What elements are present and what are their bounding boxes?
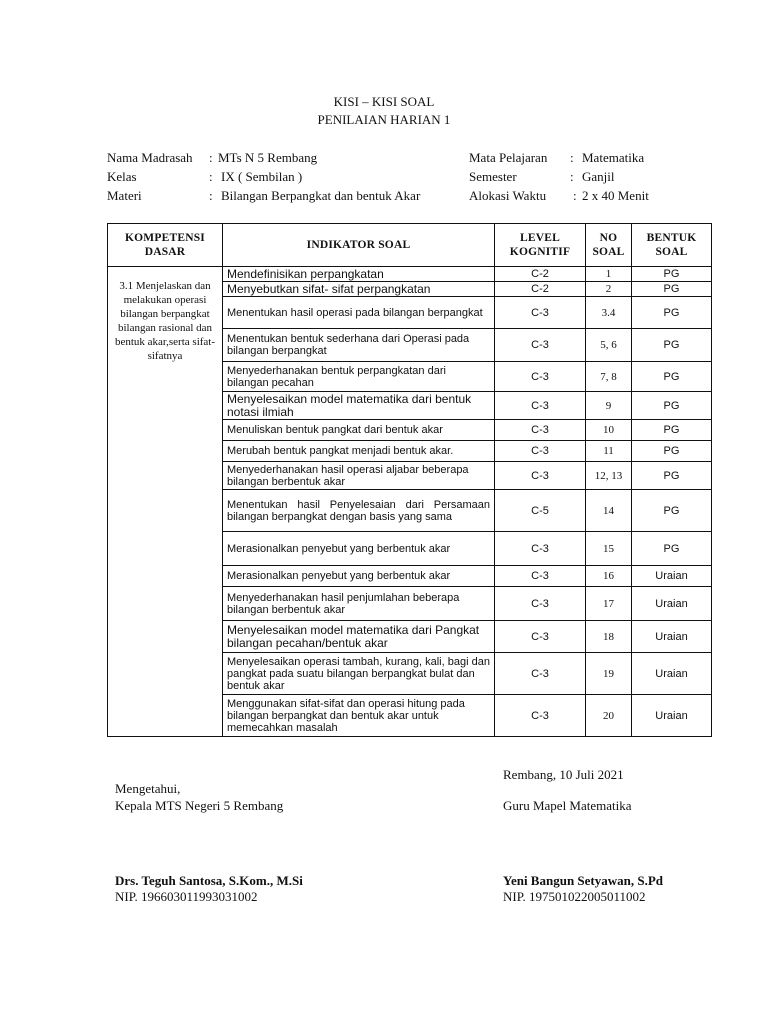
indikator-cell: Menyelesaikan operasi tambah, kurang, kali, bagi dan pangkat pada suatu bilangan berpangkat bulat dan bentuk akar: [223, 653, 495, 695]
indikator-cell: Menyebutkan sifat- sifat perpangkatan: [223, 282, 495, 297]
no-soal-cell: 3.4: [586, 297, 632, 329]
indikator-cell: Merasionalkan penyebut yang berbentuk akar: [223, 566, 495, 587]
materi-value: Bilangan Berpangkat dan bentuk Akar: [221, 188, 421, 203]
header-kompetensi-dasar: KOMPETENSI DASAR: [108, 224, 223, 267]
madrasah-label: Nama Madrasah: [107, 150, 193, 165]
indikator-cell: Mendefinisikan perpangkatan: [223, 267, 495, 282]
bentuk-soal-cell: PG: [632, 297, 712, 329]
kepala-name: Drs. Teguh Santosa, S.Kom., M.Si: [115, 873, 303, 888]
indikator-cell: Menyederhanakan bentuk perpangkatan dari bilangan pecahan: [223, 362, 495, 392]
kelas-sep: :: [209, 169, 213, 184]
level-cell: C-3: [495, 420, 586, 441]
madrasah-value: MTs N 5 Rembang: [218, 150, 318, 165]
kompetensi-dasar-cell: 3.1 Menjelaskan dan melakukan operasi bilangan berpangkat bilangan rasional dan bentuk akar,serta sifat-sifatnya: [108, 267, 223, 737]
no-soal-cell: 16: [586, 566, 632, 587]
no-soal-cell: 2: [586, 282, 632, 297]
bentuk-soal-cell: Uraian: [632, 653, 712, 695]
place-date: Rembang, 10 Juli 2021: [503, 767, 624, 782]
bentuk-soal-cell: Uraian: [632, 695, 712, 737]
kelas-value: IX ( Sembilan ): [221, 169, 303, 184]
bentuk-soal-cell: PG: [632, 282, 712, 297]
bentuk-soal-cell: PG: [632, 392, 712, 420]
level-cell: C-5: [495, 490, 586, 532]
indikator-cell: Menyelesaikan model matematika dari Pangkat bilangan pecahan/bentuk akar: [223, 621, 495, 653]
document-subtitle: PENILAIAN HARIAN 1: [317, 112, 451, 127]
level-cell: C-3: [495, 587, 586, 621]
indikator-cell: Merasionalkan penyebut yang berbentuk akar: [223, 532, 495, 566]
madrasah-sep: :: [209, 150, 213, 165]
header-no-soal: NO SOAL: [586, 224, 632, 267]
level-cell: C-3: [495, 329, 586, 362]
level-cell: C-3: [495, 297, 586, 329]
bentuk-soal-cell: PG: [632, 532, 712, 566]
indikator-cell: Menyederhanakan hasil penjumlahan beberapa bilangan berbentuk akar: [223, 587, 495, 621]
no-soal-cell: 10: [586, 420, 632, 441]
bentuk-soal-cell: PG: [632, 441, 712, 462]
no-soal-cell: 18: [586, 621, 632, 653]
semester-sep: :: [570, 169, 574, 184]
bentuk-soal-cell: PG: [632, 490, 712, 532]
guru-name: Yeni Bangun Setyawan, S.Pd: [503, 873, 664, 888]
no-soal-cell: 11: [586, 441, 632, 462]
alokasi-label: Alokasi Waktu: [469, 188, 547, 203]
header-level-kognitif: LEVEL KOGNITIF: [495, 224, 586, 267]
indikator-cell: Menuliskan bentuk pangkat dari bentuk akar: [223, 420, 495, 441]
indikator-cell: Menentukan bentuk sederhana dari Operasi pada bilangan berpangkat: [223, 329, 495, 362]
no-soal-cell: 17: [586, 587, 632, 621]
level-cell: C-2: [495, 267, 586, 282]
level-cell: C-3: [495, 695, 586, 737]
level-cell: C-3: [495, 621, 586, 653]
level-cell: C-3: [495, 392, 586, 420]
no-soal-cell: 1: [586, 267, 632, 282]
no-soal-cell: 20: [586, 695, 632, 737]
document-title: KISI – KISI SOAL: [333, 94, 435, 109]
mengetahui-label: Mengetahui,: [115, 781, 181, 796]
bentuk-soal-cell: Uraian: [632, 621, 712, 653]
bentuk-soal-cell: PG: [632, 420, 712, 441]
alokasi-value: 2 x 40 Menit: [582, 188, 649, 203]
guru-title: Guru Mapel Matematika: [503, 798, 632, 813]
table-header-row: [108, 224, 712, 267]
indikator-cell: Menentukan hasil Penyelesaian dari Persamaan bilangan berpangkat dengan basis yang sama: [223, 490, 495, 532]
no-soal-cell: 14: [586, 490, 632, 532]
alokasi-sep: :: [573, 188, 577, 203]
indikator-cell: Merubah bentuk pangkat menjadi bentuk akar.: [223, 441, 495, 462]
semester-value: Ganjil: [582, 169, 615, 184]
kepala-nip: NIP. 196603011993031002: [115, 889, 258, 904]
level-cell: C-3: [495, 441, 586, 462]
guru-nip: NIP. 197501022005011002: [503, 889, 646, 904]
bentuk-soal-cell: Uraian: [632, 587, 712, 621]
table-row: [108, 267, 712, 282]
bentuk-soal-cell: PG: [632, 329, 712, 362]
indikator-cell: Menentukan hasil operasi pada bilangan berpangkat: [223, 297, 495, 329]
level-cell: C-3: [495, 566, 586, 587]
indikator-cell: Menyederhanakan hasil operasi aljabar beberapa bilangan berbentuk akar: [223, 462, 495, 490]
header-bentuk-soal: BENTUK SOAL: [632, 224, 712, 267]
level-cell: C-3: [495, 532, 586, 566]
kisi-table: [107, 223, 712, 737]
indikator-cell: Menggunakan sifat-sifat dan operasi hitung pada bilangan berpangkat dan bentuk akar untuk memecahkan masalah: [223, 695, 495, 737]
materi-label: Materi: [107, 188, 142, 203]
materi-sep: :: [209, 188, 213, 203]
bentuk-soal-cell: PG: [632, 362, 712, 392]
kepala-title: Kepala MTS Negeri 5 Rembang: [115, 798, 284, 813]
level-cell: C-3: [495, 362, 586, 392]
level-cell: C-2: [495, 282, 586, 297]
no-soal-cell: 9: [586, 392, 632, 420]
mapel-sep: :: [570, 150, 574, 165]
no-soal-cell: 12, 13: [586, 462, 632, 490]
semester-label: Semester: [469, 169, 517, 184]
no-soal-cell: 19: [586, 653, 632, 695]
bentuk-soal-cell: PG: [632, 267, 712, 282]
indikator-cell: Menyelesaikan model matematika dari bentuk notasi ilmiah: [223, 392, 495, 420]
kelas-label: Kelas: [107, 169, 137, 184]
no-soal-cell: 7, 8: [586, 362, 632, 392]
mapel-value: Matematika: [582, 150, 645, 165]
bentuk-soal-cell: Uraian: [632, 566, 712, 587]
no-soal-cell: 15: [586, 532, 632, 566]
header-indikator-soal: INDIKATOR SOAL: [223, 224, 495, 267]
mapel-label: Mata Pelajaran: [469, 150, 548, 165]
level-cell: C-3: [495, 462, 586, 490]
level-cell: C-3: [495, 653, 586, 695]
no-soal-cell: 5, 6: [586, 329, 632, 362]
bentuk-soal-cell: PG: [632, 462, 712, 490]
